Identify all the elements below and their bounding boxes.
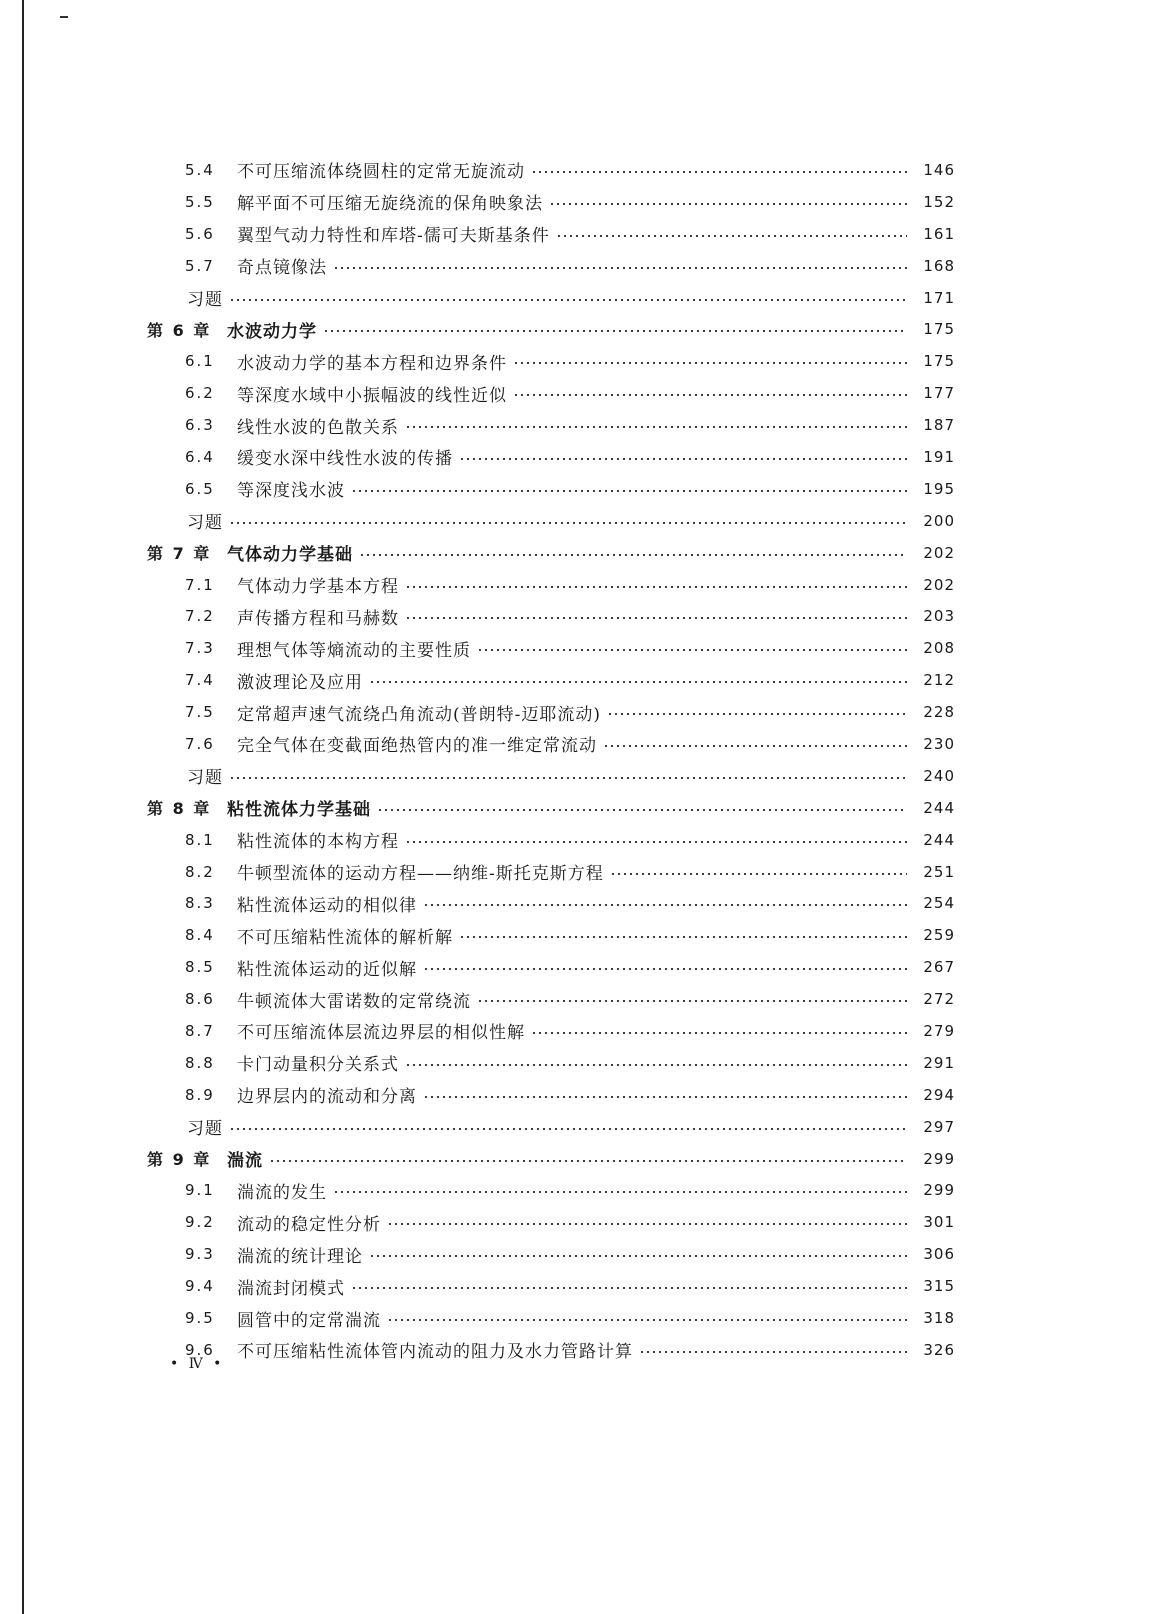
toc-section-row: [147, 983, 955, 1015]
toc-entry-number: 7.3: [185, 639, 215, 658]
dot-leader: [477, 649, 907, 651]
toc-section-row: [147, 473, 955, 505]
toc-entry-title: 解平面不可压缩无旋绕流的保角映象法: [237, 194, 543, 215]
toc-entry-title: 气体动力学基本方程: [237, 577, 399, 598]
dot-leader: [607, 713, 907, 715]
toc-section-row: [147, 250, 955, 282]
toc-chapter-row: [147, 313, 955, 345]
toc-entry-title: 习题: [187, 1119, 223, 1140]
toc-exercise-row: [147, 282, 955, 314]
toc-entry-number: 6.4: [185, 447, 215, 466]
toc-entry-page: 272: [923, 990, 955, 1009]
toc-entry-number: 9.2: [185, 1213, 215, 1232]
toc-entry-page: 291: [923, 1053, 955, 1072]
toc-entry-number: 7.6: [185, 734, 215, 753]
toc-entry-title: 粘性流体运动的近似解: [237, 959, 417, 980]
dot-leader: [229, 522, 907, 524]
toc-entry-title: 习题: [187, 513, 223, 534]
toc-entry-title: 等深度水域中小振幅波的线性近似: [237, 385, 507, 406]
toc-entry-page: 168: [923, 256, 955, 275]
dot-leader: [423, 904, 907, 906]
toc-entry-number: 6.3: [185, 416, 215, 435]
dot-leader: [387, 1223, 907, 1225]
toc-entry-page: 240: [923, 766, 955, 785]
toc-entry-title: 水波动力学的基本方程和边界条件: [237, 353, 507, 374]
toc-entry-title: 湍流: [227, 1151, 263, 1172]
toc-entry-page: 187: [923, 416, 955, 435]
toc-section-row: [147, 441, 955, 473]
dot-leader: [229, 777, 907, 779]
toc-entry-page: 254: [923, 894, 955, 913]
toc-entry-title: 粘性流体运动的相似律: [237, 895, 417, 916]
toc-entry-title: 翼型气动力特性和库塔-儒可夫斯基条件: [237, 226, 550, 247]
dot-leader: [405, 1064, 907, 1066]
toc-entry-page: 202: [923, 575, 955, 594]
toc-entry-title: 完全气体在变截面绝热管内的准一维定常流动: [237, 736, 597, 757]
toc-chapter-row: [147, 1143, 955, 1175]
dot-leader: [549, 203, 907, 205]
scan-mark: [60, 16, 68, 18]
dot-leader: [369, 681, 907, 683]
toc-entry-page: 152: [923, 192, 955, 211]
toc-section-row: [147, 696, 955, 728]
dot-leader: [477, 1000, 907, 1002]
dot-leader: [405, 586, 907, 588]
toc-entry-page: 297: [923, 1117, 955, 1136]
toc-entry-page: 191: [923, 447, 955, 466]
toc-chapter-row: [147, 537, 955, 569]
toc-section-row: [147, 951, 955, 983]
dot-leader: [603, 745, 907, 747]
dot-leader: [610, 873, 907, 875]
toc-entry-number: 6.2: [185, 384, 215, 403]
toc-entry-title: 气体动力学基础: [227, 545, 353, 566]
toc-entry-page: 315: [923, 1277, 955, 1296]
dot-leader: [351, 490, 907, 492]
toc-section-row: [147, 1079, 955, 1111]
toc-entry-page: 244: [923, 798, 955, 817]
table-of-contents: [147, 154, 955, 1366]
dot-leader: [556, 235, 907, 237]
toc-entry-title: 湍流封闭模式: [237, 1278, 345, 1299]
toc-section-row: [147, 345, 955, 377]
toc-entry-title: 等深度浅水波: [237, 481, 345, 502]
toc-entry-title: 粘性流体力学基础: [227, 800, 371, 821]
toc-entry-title: 线性水波的色散关系: [237, 417, 399, 438]
dot-leader: [229, 1128, 907, 1130]
toc-entry-page: 259: [923, 926, 955, 945]
toc-section-row: [147, 186, 955, 218]
dot-leader: [369, 1255, 907, 1257]
toc-entry-number: 9.1: [185, 1181, 215, 1200]
toc-entry-page: 171: [923, 288, 955, 307]
dot-leader: [513, 362, 907, 364]
toc-entry-number: 5.7: [185, 256, 215, 275]
toc-entry-page: 202: [923, 543, 955, 562]
toc-entry-number: 8.3: [185, 894, 215, 913]
toc-entry-number: 9.5: [185, 1309, 215, 1327]
toc-entry-page: 212: [923, 671, 955, 690]
toc-entry-title: 激波理论及应用: [237, 672, 363, 693]
toc-entry-page: 203: [923, 607, 955, 626]
dot-leader: [359, 554, 907, 556]
toc-entry-number: 9.6: [185, 1340, 215, 1359]
toc-section-row: [147, 824, 955, 856]
toc-section-row: [147, 1206, 955, 1238]
toc-entry-title: 理想气体等熵流动的主要性质: [237, 640, 471, 661]
toc-entry-number: 第 9 章: [147, 1150, 212, 1170]
toc-entry-title: 圆管中的定常湍流: [237, 1310, 381, 1331]
toc-entry-number: 8.4: [185, 926, 215, 945]
dot-leader: [269, 1160, 907, 1162]
toc-entry-title: 习题: [187, 290, 223, 310]
toc-entry-number: 7.5: [185, 703, 215, 722]
dot-leader: [405, 617, 907, 619]
toc-entry-title: 定常超声速气流绕凸角流动(普朗特-迈耶流动): [237, 704, 602, 725]
dot-leader: [333, 1191, 907, 1193]
toc-exercise-row: [147, 760, 955, 792]
toc-entry-title: 牛顿型流体的运动方程——纳维-斯托克斯方程: [237, 864, 604, 885]
toc-section-row: [147, 887, 955, 919]
toc-entry-page: 301: [923, 1213, 955, 1232]
toc-section-row: [147, 1334, 955, 1366]
toc-entry-title: 缓变水深中线性水波的传播: [237, 449, 453, 470]
toc-exercise-row: [147, 1111, 955, 1143]
toc-entry-number: 第 6 章: [147, 320, 212, 340]
dot-leader: [459, 936, 907, 938]
toc-entry-page: 228: [923, 703, 955, 722]
dot-leader: [351, 1287, 907, 1289]
toc-entry-title: 水波动力学: [227, 321, 317, 342]
toc-section-row: [147, 569, 955, 601]
toc-entry-page: 299: [923, 1181, 955, 1200]
toc-section-row: [147, 664, 955, 696]
toc-entry-title: 不可压缩粘性流体的解析解: [237, 927, 453, 948]
toc-entry-title: 流动的稳定性分析: [237, 1214, 381, 1235]
toc-entry-number: 7.4: [185, 671, 215, 690]
toc-entry-number: 8.5: [185, 958, 215, 977]
toc-entry-page: 175: [923, 320, 955, 339]
toc-entry-page: 230: [923, 734, 955, 753]
toc-entry-page: 267: [923, 958, 955, 977]
page-binding-rule: [22, 0, 24, 1614]
toc-section-row: [147, 1015, 955, 1047]
toc-section-row: [147, 1047, 955, 1079]
toc-entry-title: 不可压缩流体层流边界层的相似性解: [237, 1023, 525, 1044]
toc-section-row: [147, 600, 955, 632]
toc-entry-page: 195: [923, 479, 955, 498]
toc-section-row: [147, 632, 955, 664]
toc-entry-page: 279: [923, 1021, 955, 1040]
toc-section-row: [147, 218, 955, 250]
toc-section-row: [147, 409, 955, 441]
toc-entry-page: 299: [923, 1149, 955, 1168]
toc-entry-title: 不可压缩粘性流体管内流动的阻力及水力管路计算: [237, 1342, 633, 1363]
toc-entry-number: 9.4: [185, 1277, 215, 1296]
toc-entry-number: 8.9: [185, 1085, 215, 1104]
toc-entry-page: 244: [923, 830, 955, 849]
toc-entry-number: 8.6: [185, 990, 215, 1009]
toc-entry-title: 湍流的统计理论: [237, 1246, 363, 1267]
toc-entry-page: 318: [923, 1309, 955, 1327]
toc-entry-number: 8.8: [185, 1053, 215, 1072]
toc-section-row: [147, 154, 955, 186]
toc-entry-number: 9.3: [185, 1245, 215, 1264]
toc-section-row: [147, 728, 955, 760]
toc-entry-title: 声传播方程和马赫数: [237, 608, 399, 629]
dot-leader: [639, 1351, 907, 1353]
toc-section-row: [147, 1302, 955, 1334]
toc-entry-page: 326: [923, 1340, 955, 1359]
dot-leader: [405, 426, 907, 428]
toc-entry-title: 卡门动量积分关系式: [237, 1055, 399, 1076]
toc-exercise-row: [147, 505, 955, 537]
toc-section-row: [147, 856, 955, 888]
toc-section-row: [147, 1270, 955, 1302]
toc-entry-title: 奇点镜像法: [237, 258, 327, 279]
toc-entry-number: 8.1: [185, 830, 215, 849]
toc-entry-number: 5.4: [185, 160, 215, 179]
toc-entry-number: 8.2: [185, 862, 215, 881]
dot-leader: [459, 458, 907, 460]
dot-leader: [423, 968, 907, 970]
toc-section-row: [147, 377, 955, 409]
toc-entry-number: 7.1: [185, 575, 215, 594]
toc-entry-number: 8.7: [185, 1021, 215, 1040]
dot-leader: [513, 394, 907, 396]
page-folio: • Ⅳ •: [170, 1356, 225, 1372]
toc-entry-page: 208: [923, 639, 955, 658]
toc-entry-number: 6.1: [185, 352, 215, 371]
toc-entry-number: 5.6: [185, 224, 215, 243]
toc-entry-number: 第 8 章: [147, 799, 212, 819]
toc-entry-page: 146: [923, 160, 955, 179]
toc-entry-page: 294: [923, 1085, 955, 1104]
dot-leader: [387, 1319, 907, 1321]
toc-entry-title: 习题: [187, 768, 223, 789]
dot-leader: [423, 1096, 907, 1098]
toc-section-row: [147, 1238, 955, 1270]
toc-section-row: [147, 1175, 955, 1207]
toc-entry-page: 161: [923, 224, 955, 243]
toc-entry-page: 177: [923, 384, 955, 403]
toc-entry-title: 湍流的发生: [237, 1182, 327, 1203]
toc-entry-title: 粘性流体的本构方程: [237, 832, 399, 853]
toc-entry-page: 251: [923, 862, 955, 881]
toc-section-row: [147, 919, 955, 951]
toc-entry-title: 不可压缩流体绕圆柱的定常无旋流动: [237, 162, 525, 183]
toc-entry-page: 175: [923, 352, 955, 371]
toc-entry-number: 第 7 章: [147, 544, 212, 564]
toc-entry-number: 7.2: [185, 607, 215, 626]
dot-leader: [531, 171, 907, 173]
dot-leader: [377, 809, 907, 811]
toc-entry-number: 5.5: [185, 192, 215, 211]
toc-entry-title: 牛顿流体大雷诺数的定常绕流: [237, 991, 471, 1012]
toc-entry-page: 306: [923, 1245, 955, 1264]
dot-leader: [405, 841, 907, 843]
toc-entry-page: 200: [923, 511, 955, 530]
dot-leader: [333, 267, 907, 269]
dot-leader: [531, 1032, 907, 1034]
toc-entry-number: 6.5: [185, 479, 215, 498]
toc-chapter-row: [147, 792, 955, 824]
toc-entry-title: 边界层内的流动和分离: [237, 1087, 417, 1108]
dot-leader: [229, 299, 907, 301]
dot-leader: [323, 330, 907, 332]
